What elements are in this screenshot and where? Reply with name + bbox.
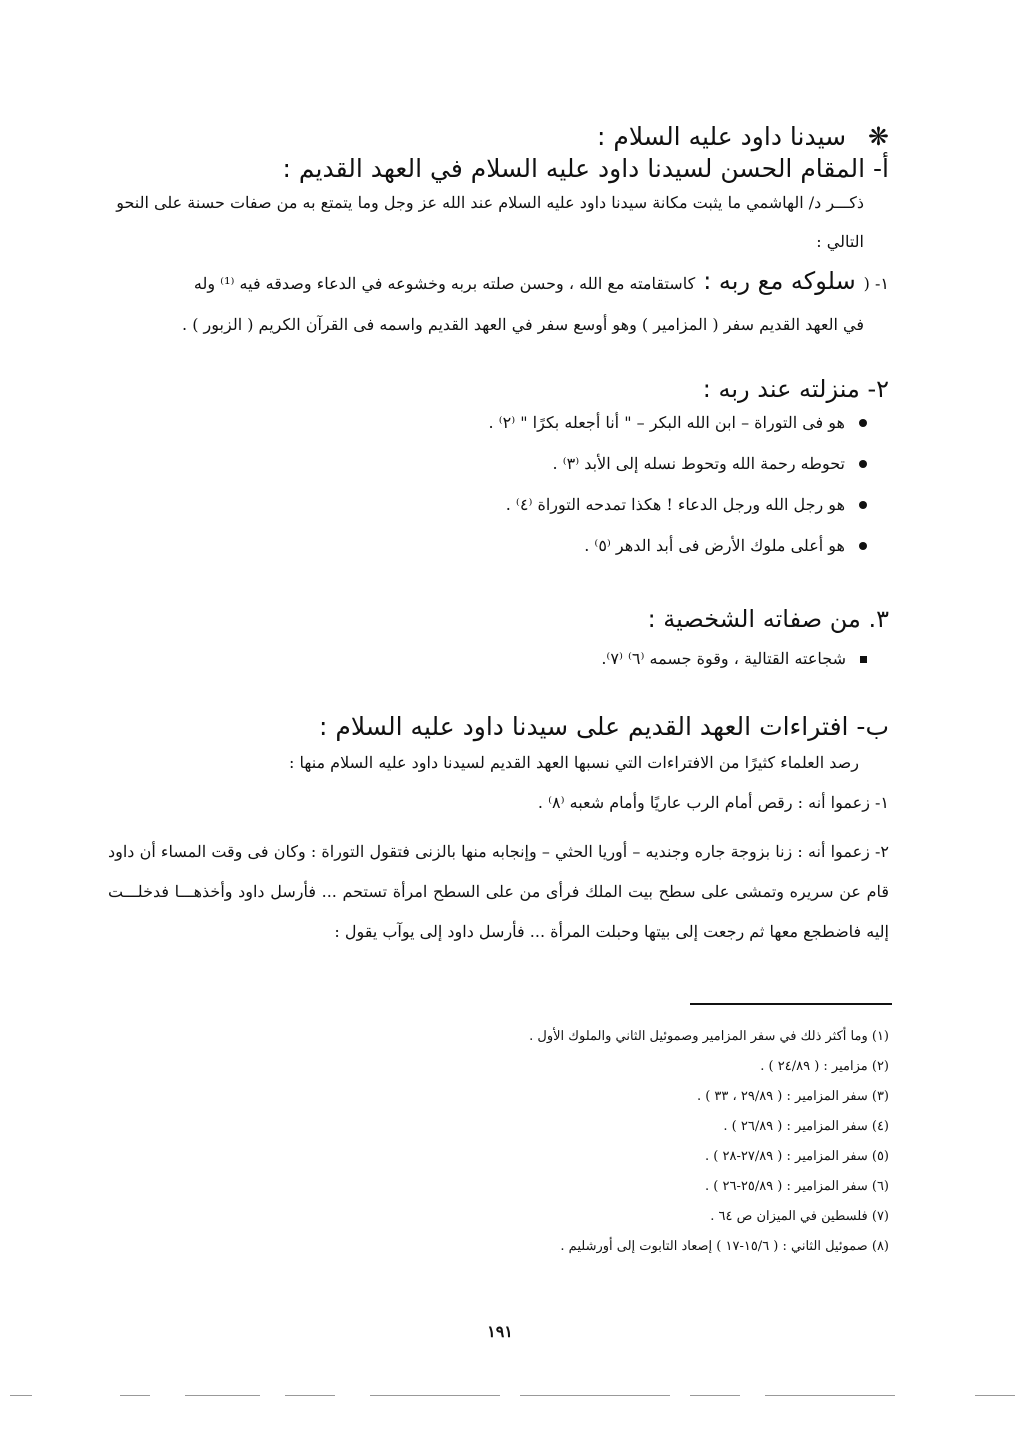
scan-line bbox=[120, 1395, 150, 1396]
footnote: (٦) سفر المزامير : ( ٢٥/٨٩-٢٦ ) . bbox=[705, 1179, 889, 1194]
footnote-divider bbox=[690, 1003, 892, 1005]
star-icon: ❋ bbox=[868, 122, 889, 151]
scan-line bbox=[185, 1395, 260, 1396]
heading-a: أ- المقام الحسن لسيدنا داود عليه السلام في العهد القديم : bbox=[282, 154, 889, 183]
list-item bbox=[489, 453, 867, 475]
bullet-icon bbox=[859, 460, 867, 468]
intro-line-1: ذكـــر د/ الهاشمي ما يثبت مكانة سيدنا داود عليه السلام عند الله عز وجل وما يتمتع به من صفات حسنة على النحو bbox=[116, 193, 864, 212]
footnote: (٢) مزامير : ( ٢٤/٨٩ ) . bbox=[760, 1059, 889, 1074]
list-item-text: تحوطه رحمة الله وتحوط نسله إلى الأبد ⁽٣⁾ . bbox=[552, 454, 845, 473]
footnotes bbox=[529, 1028, 889, 1268]
intro-line-2: التالي : bbox=[816, 232, 864, 251]
item1-heading: سلوكه مع ربه : bbox=[703, 267, 856, 295]
bullet-icon bbox=[859, 501, 867, 509]
section-title-row bbox=[597, 122, 889, 152]
item3-bullet-list bbox=[601, 648, 867, 670]
scan-line bbox=[765, 1395, 895, 1396]
b-intro: رصد العلماء كثيرًا من الافتراءات التي نسبها العهد القديم لسيدنا داود عليه السلام منها : bbox=[288, 753, 859, 772]
list-item-text: هو فى التوراة – ابن الله البكر – " أنا أجعله بكرًا " ⁽٢⁾ . bbox=[488, 413, 845, 432]
footnote: (٣) سفر المزامير : ( ٢٩/٨٩ ، ٣٣ ) . bbox=[696, 1089, 889, 1104]
item2-bullet-list bbox=[489, 412, 867, 557]
list-item bbox=[489, 412, 867, 434]
item1-text: كاستقامته مع الله ، وحسن صلته بربه وخشوعه في الدعاء وصدقه فيه ⁽¹⁾ وله bbox=[193, 274, 696, 293]
footnote: (٤) سفر المزامير : ( ٢٦/٨٩ ) . bbox=[723, 1119, 889, 1134]
b-item-2: ٢- زعموا أنه : زنا بزوجة جاره وجنديه – أوريا الحثي – وإنجابه منها بالزنى فتقول التوراة : وكان فى وقت المساء أن داود قام عن سريره وتمشى على سطح بيت الملك فرأى من على السطح امرأة تستحم ... فأرسل داود وأخذهـــا فدخلـــت إليه فاضطجع معها ثم رجعت إلى بيتها وحبلت المرأة ... فأرسل داود إلى يوآب يقول : bbox=[108, 842, 889, 941]
list-item bbox=[489, 535, 867, 557]
scan-line bbox=[520, 1395, 670, 1396]
scan-line bbox=[285, 1395, 335, 1396]
square-bullet-icon bbox=[860, 656, 867, 663]
footnote: (٨) صموئيل الثاني : ( ١٥/٦-١٧ ) إصعاد التابوت إلى أورشليم . bbox=[560, 1239, 889, 1254]
scan-line bbox=[975, 1395, 1015, 1396]
footnote: (١) وما أكثر ذلك في سفر المزامير وصموئيل الثاني والملوك الأول . bbox=[529, 1029, 889, 1044]
item1-prefix: ١- ( bbox=[863, 274, 889, 293]
list-item bbox=[601, 648, 867, 670]
scan-line bbox=[10, 1395, 32, 1396]
scan-line bbox=[690, 1395, 740, 1396]
list-item-text: هو أعلى ملوك الأرض فى أبد الدهر ⁽٥⁾ . bbox=[584, 536, 845, 555]
bullet-icon bbox=[859, 542, 867, 550]
item2-heading: ٢- منزلته عند ربه : bbox=[702, 375, 889, 403]
list-item-text: شجاعته القتالية ، وقوة جسمه ⁽٦⁾ ⁽٧⁾. bbox=[601, 649, 846, 668]
scan-line bbox=[370, 1395, 500, 1396]
section-title: سيدنا داود عليه السلام : bbox=[597, 122, 847, 151]
list-item-text: هو رجل الله ورجل الدعاء ! هكذا تمدحه التوراة ⁽٤⁾ . bbox=[505, 495, 845, 514]
page-number: ١٩١ bbox=[487, 1322, 513, 1341]
item1-row bbox=[194, 266, 889, 296]
item1-line2: في العهد القديم سفر ( المزامير ) وهو أوسع سفر في العهد القديم واسمه فى القرآن الكريم ( الزبور ) . bbox=[182, 315, 864, 334]
footnote: (٧) فلسطين في الميزان ص ٦٤ . bbox=[710, 1209, 889, 1224]
heading-b: ب- افتراءات العهد القديم على سيدنا داود عليه السلام : bbox=[318, 712, 889, 741]
footnote: (٥) سفر المزامير : ( ٢٧/٨٩-٢٨ ) . bbox=[705, 1149, 889, 1164]
b-item-1: ١- زعموا أنه : رقص أمام الرب عاريًا وأمام شعبه ⁽٨⁾ . bbox=[537, 793, 889, 812]
list-item bbox=[489, 494, 867, 516]
item3-heading: ٣. من صفاته الشخصية : bbox=[647, 605, 889, 633]
bullet-icon bbox=[859, 419, 867, 427]
